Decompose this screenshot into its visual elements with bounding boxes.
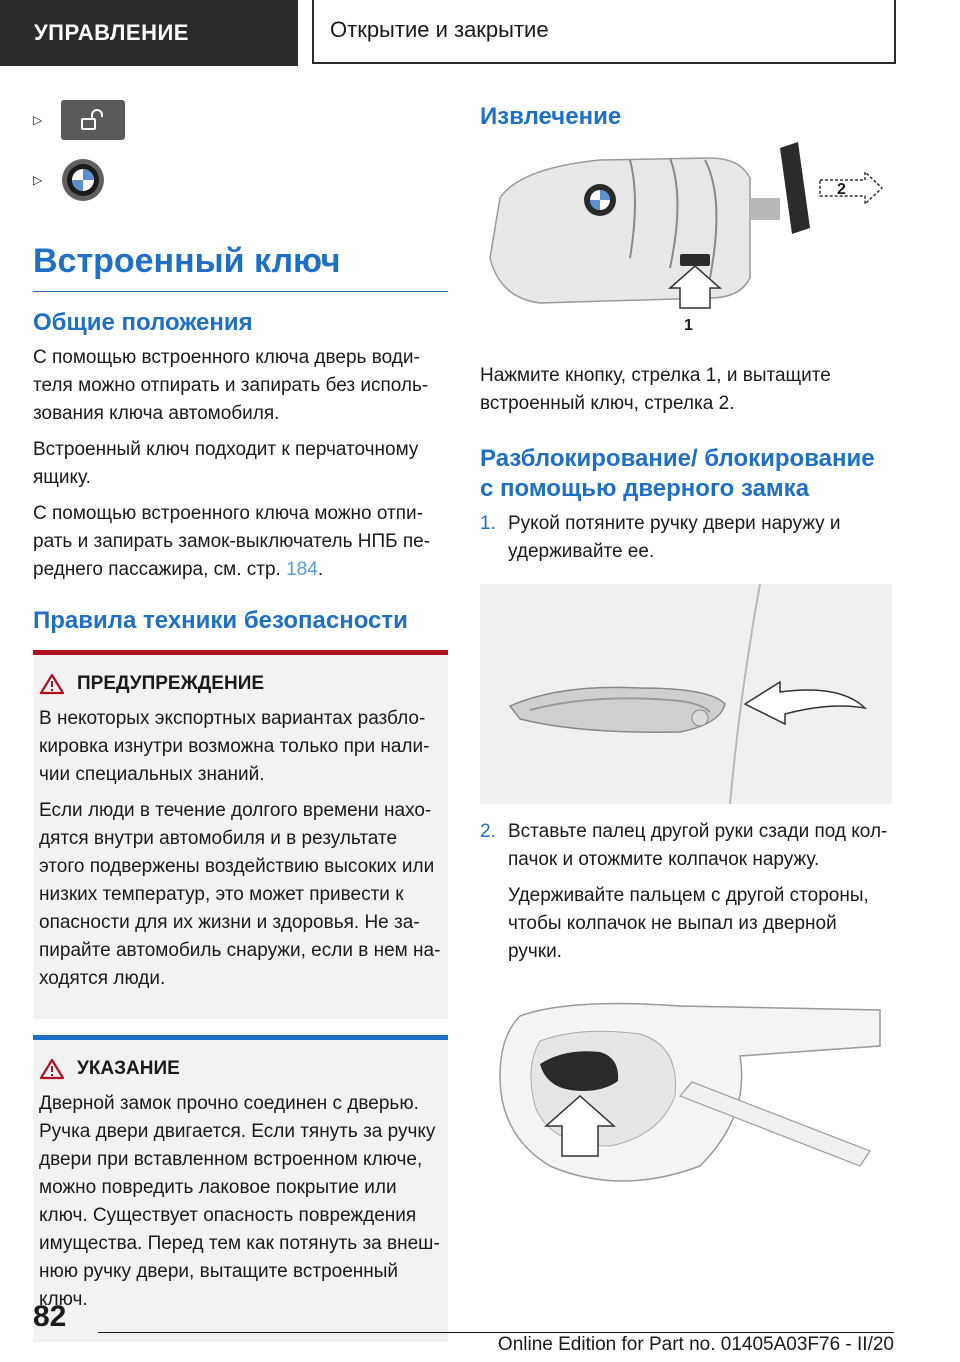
triangle-marker: ▷ [33,113,43,127]
footer-rule [98,1332,894,1333]
bullet-unlock [33,96,448,144]
note-text: Дверной замок прочно соединен с дверью. Ручка двери двигается. Если тянуть за ручку двери при вставленном встроенном ключе, можно повредить лаковое покрытие или ключ. Существует опасность повреждения имущества. Перед тем как потянуть за внешнюю ручку двери, вытащите встроенный ключ. [39,1093,440,1310]
bullet-bmw [33,156,448,204]
warning-text: Если люди в течение долгого времени находятся внутри автомобиля и в результате этого подвержены воздействию высоких или низких температур, это может привести к опасности для их жизни и здоровья. Не запирайте автомобиль снаружи, если в нем находятся люди. [39,800,441,989]
main-title: Встроенный ключ [33,242,448,292]
right-column [480,96,892,1206]
left-column [33,96,448,1342]
edition-footer: Online Edition for Part no. 01405A03F76 - II/20 [497,1334,894,1355]
page-number: 82 [33,1300,67,1333]
heading-removal: Извлечение [480,103,622,130]
figure-label: 1 [684,317,693,334]
door-handle-photo [480,584,892,804]
paragraph: С помощью встроенного ключа можно отпирать и запирать замок-выключатель НПБ переднего пассажира, см. стр. 184. [33,503,431,580]
lock-cap-illustration [480,986,892,1206]
warning-box [33,650,448,1019]
figure-label: 2 [837,181,846,198]
step-text: Рукой потяните ручку двери наружу и удерживайте ее. [508,513,841,562]
paragraph: С помощью встроенного ключа дверь водителя можно отпирать и запирать без использования ключа автомобиля. [33,347,429,424]
step-text: Вставьте палец другой руки сзади под колпачок и отожмите колпачок наружу. [508,821,888,870]
warning-text: В некоторых экспортных вариантах разблокировка изнутри возможна только при наличии специальных знаний. [39,708,430,785]
key-removal-illustration [480,138,892,338]
heading-general: Общие положения [33,309,253,336]
step-1 [480,510,892,574]
note-box [33,1035,448,1342]
step-number: 2. [480,821,496,842]
warning-triangle-icon [39,673,65,695]
paragraph: Встроенный ключ подходит к перчаточному ящику. [33,439,419,488]
heading-unlocking: Разблокирование/ блокирование с помощью дверного замка [480,445,875,502]
step-2 [480,818,892,974]
heading-safety: Правила техники безопасности [33,607,408,634]
unlock-button-icon [61,100,125,140]
step-number: 1. [480,513,496,534]
note-title: УКАЗАНИЕ [39,1054,442,1084]
page-link[interactable]: 184 [286,559,318,580]
warning-title: ПРЕДУПРЕЖДЕНИЕ [39,669,442,699]
chapter-title: Открытие и закрытие [312,0,896,64]
removal-caption: Нажмите кнопку, стрелка 1, и вытащите встроенный ключ, стрелка 2. [480,365,831,414]
step-text: Удерживайте пальцем с другой стороны, чтобы колпачок не выпал из дверной ручки. [508,885,869,962]
section-tab: УПРАВЛЕНИЕ [0,0,298,66]
triangle-marker: ▷ [33,173,43,187]
bmw-logo-button-icon [61,158,105,202]
warning-triangle-icon [39,1058,65,1080]
page-header [0,0,960,66]
